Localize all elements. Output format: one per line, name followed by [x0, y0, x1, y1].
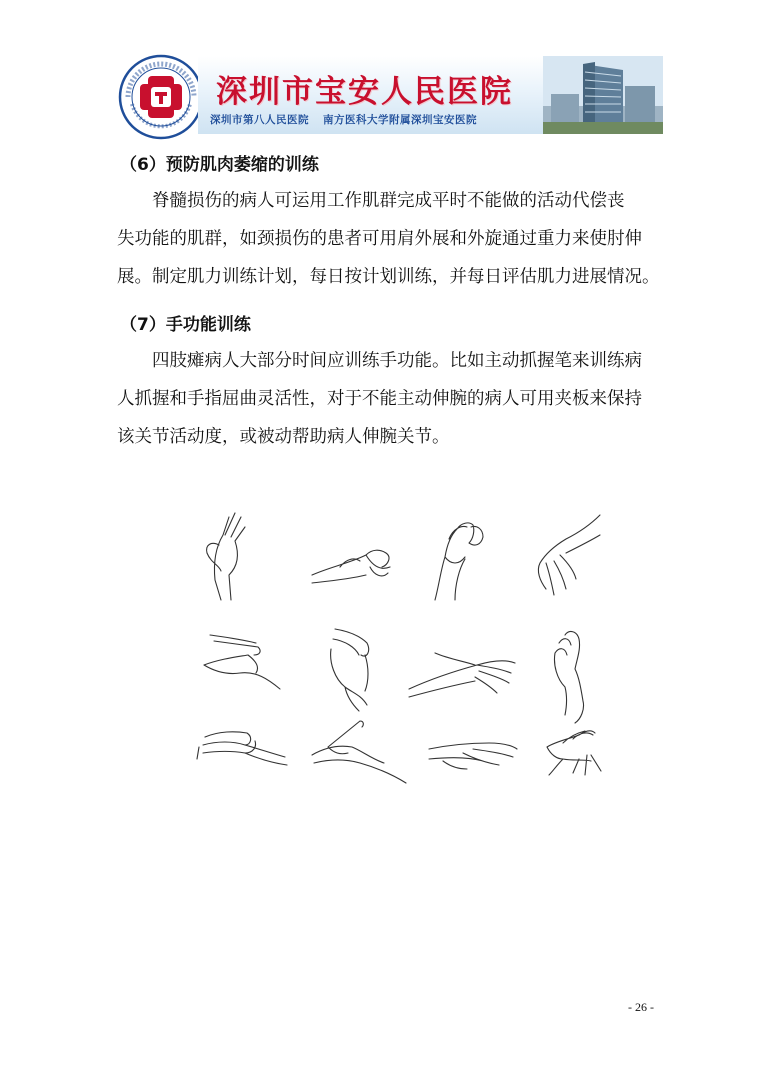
section-6-paragraph — [117, 182, 665, 296]
paragraph-line: 人抓握和手指屈曲灵活性，对于不能主动伸腕的病人可用夹板来保持 — [117, 389, 642, 409]
paragraph-line: 该关节活动度，或被动帮助病人伸腕关节。 — [117, 427, 450, 447]
hand-sketch-icon — [197, 732, 287, 765]
hospital-affiliations — [210, 112, 477, 127]
hand-sketch-icon — [331, 629, 369, 711]
hospital-logo-icon — [118, 54, 204, 140]
hand-sketch-icon — [312, 550, 390, 583]
paragraph-line: 展。制定肌力训练计划，每日按计划训练，并每日评估肌力进展情况。 — [117, 267, 660, 287]
section-7-title: （7）手功能训练 — [120, 315, 251, 335]
section-7-paragraph — [117, 342, 665, 456]
affiliation-left: 深圳市第八人民医院 — [210, 114, 309, 126]
hospital-building-icon — [543, 56, 663, 134]
paragraph-line: 四肢瘫病人大部分时间应训练手功能。比如主动抓握笔来训练病 — [152, 351, 642, 371]
hand-sketch-icon — [435, 523, 483, 600]
hand-sketch-icon — [554, 632, 583, 723]
paragraph-line: 失功能的肌群，如颈损伤的患者可用肩外展和外旋通过重力来使肘伸 — [117, 229, 642, 249]
hospital-name: 深圳市宝安人民医院 — [216, 74, 513, 110]
hospital-banner — [198, 56, 663, 134]
hand-sketch-icon — [547, 731, 601, 775]
page-header — [118, 54, 663, 136]
hand-sketch-icon — [312, 721, 406, 783]
affiliation-right: 南方医科大学附属深圳宝安医院 — [323, 114, 477, 126]
hand-sketch-icon — [207, 513, 245, 600]
hand-sketch-icon — [429, 743, 517, 769]
section-6-title: （6）预防肌肉萎缩的训练 — [120, 155, 319, 175]
hand-sketch-icon — [538, 515, 600, 595]
paragraph-line: 脊髓损伤的病人可运用工作肌群完成平时不能做的活动代偿丧 — [152, 191, 625, 211]
hand-sketch-icon — [204, 635, 280, 689]
page-number: - 26 - — [628, 1000, 654, 1014]
hand-exercise-sketches-figure — [195, 505, 615, 795]
hand-sketch-icon — [409, 653, 515, 697]
